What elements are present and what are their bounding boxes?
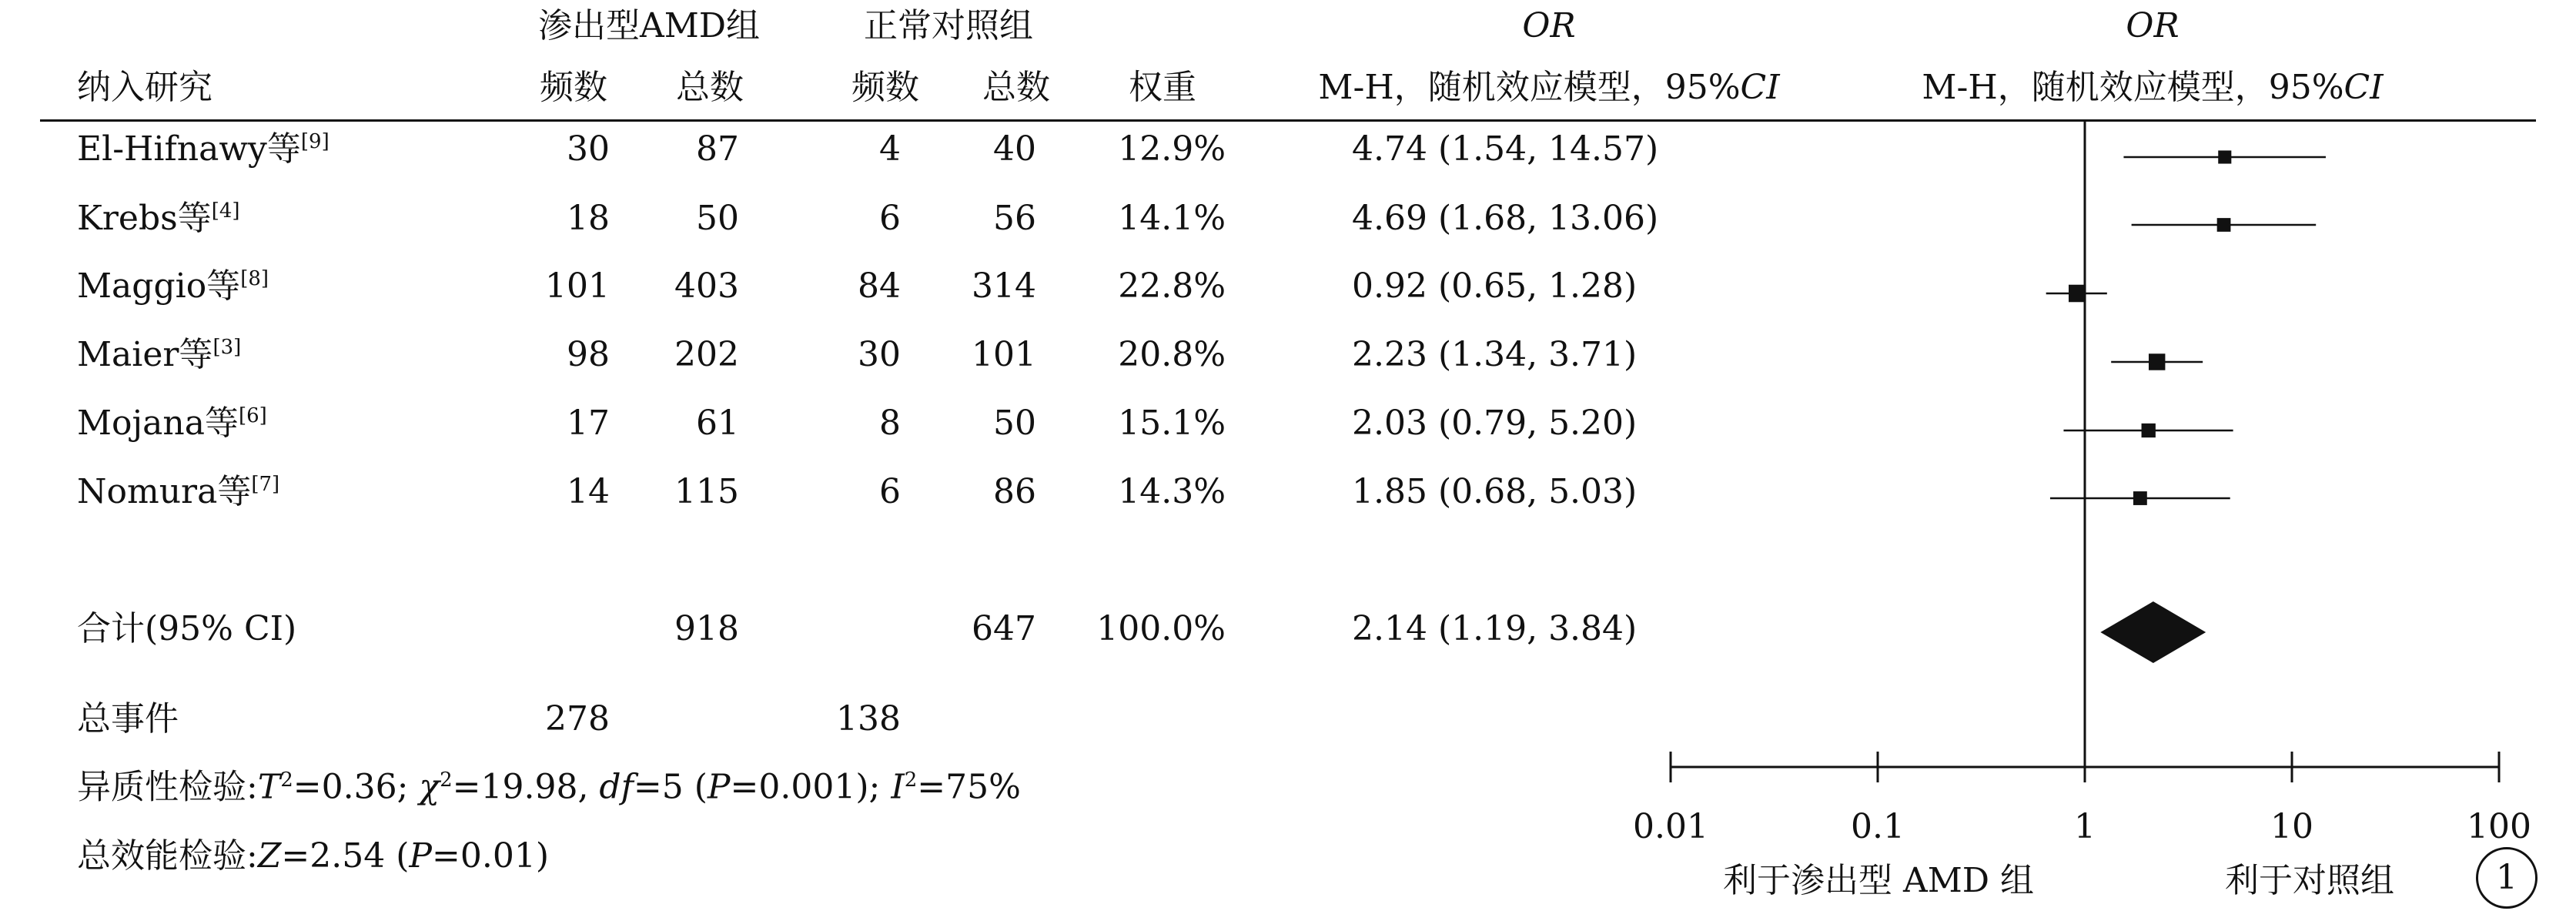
df-value: =5 ( <box>633 767 708 807</box>
i2-sup: 2 <box>904 769 918 792</box>
study-name-text: Krebs等 <box>77 199 212 238</box>
header-group-amd: 渗出型AMD组 <box>537 6 761 45</box>
x-tick-label: 0.1 <box>1851 807 1905 846</box>
header-plot-method-text: M-H，随机效应模型，95% <box>1922 68 2344 107</box>
heterogeneity-prefix: 异质性检验: <box>77 767 258 807</box>
total-weight: 100.0% <box>1096 609 1226 648</box>
favours-left-label: 利于渗出型 AMD 组 <box>1722 861 2035 900</box>
chi-value: =19.98, <box>452 767 600 807</box>
weight-cell: 22.8% <box>1118 266 1226 306</box>
study-name-text: Mojana等 <box>77 404 239 443</box>
df-symbol: df <box>599 767 634 807</box>
events-ctrl-cell: 84 <box>858 266 901 306</box>
point-estimate-square <box>2142 424 2156 437</box>
total-amd-cell: 202 <box>674 335 739 374</box>
pooled-diamond <box>2100 601 2206 663</box>
total-ctrl: 647 <box>972 609 1036 648</box>
events-ctrl-cell: 30 <box>858 335 901 374</box>
point-estimate-square <box>2217 218 2231 232</box>
header-or-method-text: M-H，随机效应模型，95% <box>1318 68 1741 107</box>
total-amd-cell: 61 <box>696 404 739 443</box>
x-tick-label: 0.01 <box>1633 807 1708 846</box>
header-weight: 权重 <box>1129 68 1196 107</box>
study-reference: [3] <box>212 336 242 359</box>
weight-cell: 20.8% <box>1118 335 1226 374</box>
header-total-ctrl: 总数 <box>982 68 1050 107</box>
total-or: 2.14 (1.19, 3.84) <box>1352 609 1638 648</box>
study-name-text: Nomura等 <box>77 472 252 511</box>
weight-cell: 12.9% <box>1118 129 1226 169</box>
overall-prefix: 总效能检验: <box>77 836 258 876</box>
total-ctrl-cell: 101 <box>972 335 1036 374</box>
events-amd-cell: 30 <box>567 129 610 169</box>
chi-sup: 2 <box>440 769 453 792</box>
study-name-text: Maggio等 <box>77 266 241 306</box>
tau2-symbol: T <box>257 767 281 807</box>
header-plot-or: OR <box>2126 6 2180 45</box>
x-tick-label: 10 <box>2270 807 2313 846</box>
header-events-ctrl: 频数 <box>851 68 919 107</box>
events-ctrl: 138 <box>836 699 901 739</box>
point-estimate-square <box>2218 150 2231 163</box>
study-reference: [9] <box>300 130 330 153</box>
header-events-amd: 频数 <box>540 68 607 107</box>
study-reference: [8] <box>240 267 269 290</box>
point-estimate-square <box>2149 353 2165 370</box>
point-estimate-square <box>2069 285 2086 303</box>
total-label: 合计(95% CI) <box>77 609 297 648</box>
events-amd: 278 <box>545 699 610 739</box>
total-ctrl-cell: 314 <box>972 266 1036 306</box>
i2-value: =75% <box>917 767 1021 807</box>
study-reference: [6] <box>239 404 267 427</box>
weight-cell: 14.3% <box>1118 472 1226 511</box>
z-symbol: Z <box>257 836 282 876</box>
header-or: OR <box>1522 6 1576 45</box>
total-ctrl-cell: 86 <box>993 472 1036 511</box>
events-amd-cell: 14 <box>567 472 610 511</box>
events-label: 总事件 <box>77 699 179 739</box>
or-ci-cell: 2.23 (1.34, 3.71) <box>1352 335 1638 374</box>
header-study-col: 纳入研究 <box>77 68 212 107</box>
events-ctrl-cell: 8 <box>879 404 901 443</box>
header-or-method-ci: CI <box>1740 68 1780 107</box>
events-ctrl-cell: 6 <box>879 199 901 238</box>
study-name-text: El-Hifnawy等 <box>77 129 301 169</box>
events-ctrl-cell: 4 <box>879 129 901 169</box>
events-amd-cell: 17 <box>567 404 610 443</box>
total-amd-cell: 403 <box>674 266 739 306</box>
point-estimate-square <box>2133 491 2147 505</box>
favours-right-label: 利于对照组 <box>2225 861 2394 900</box>
total-amd-cell: 50 <box>696 199 739 238</box>
total-amd-cell: 115 <box>674 472 739 511</box>
total-amd: 918 <box>674 609 739 648</box>
x-tick-label: 1 <box>2074 807 2096 846</box>
chi-symbol: χ <box>419 767 440 807</box>
events-amd-cell: 18 <box>567 199 610 238</box>
header-total-amd: 总数 <box>676 68 744 107</box>
events-ctrl-cell: 6 <box>879 472 901 511</box>
study-reference: [7] <box>251 473 280 496</box>
study-name-text: Maier等 <box>77 335 213 374</box>
or-ci-cell: 4.69 (1.68, 13.06) <box>1352 199 1659 238</box>
study-reference: [4] <box>211 199 240 223</box>
weight-cell: 15.1% <box>1118 404 1226 443</box>
x-tick-label: 100 <box>2467 807 2531 846</box>
tau2-value: =0.36; <box>293 767 420 807</box>
or-ci-cell: 2.03 (0.79, 5.20) <box>1352 404 1638 443</box>
p-symbol: P <box>707 767 731 807</box>
or-ci-cell: 1.85 (0.68, 5.03) <box>1352 472 1638 511</box>
p-value: =0.001); <box>730 767 892 807</box>
tau2-sup: 2 <box>280 769 293 792</box>
figure-number-badge: 1 <box>2476 847 2538 909</box>
total-ctrl-cell: 56 <box>993 199 1036 238</box>
weight-cell: 14.1% <box>1118 199 1226 238</box>
z-value: =2.54 ( <box>281 836 410 876</box>
total-amd-cell: 87 <box>696 129 739 169</box>
i2-symbol: I <box>891 767 905 807</box>
events-amd-cell: 101 <box>545 266 610 306</box>
or-ci-cell: 0.92 (0.65, 1.28) <box>1352 266 1638 306</box>
overall-p-symbol: P <box>409 836 433 876</box>
header-plot-method-ci: CI <box>2343 68 2384 107</box>
total-ctrl-cell: 50 <box>993 404 1036 443</box>
overall-p-value: =0.01) <box>432 836 550 876</box>
events-amd-cell: 98 <box>567 335 610 374</box>
or-ci-cell: 4.74 (1.54, 14.57) <box>1352 129 1659 169</box>
total-ctrl-cell: 40 <box>993 129 1036 169</box>
header-group-ctrl: 正常对照组 <box>864 6 1033 45</box>
